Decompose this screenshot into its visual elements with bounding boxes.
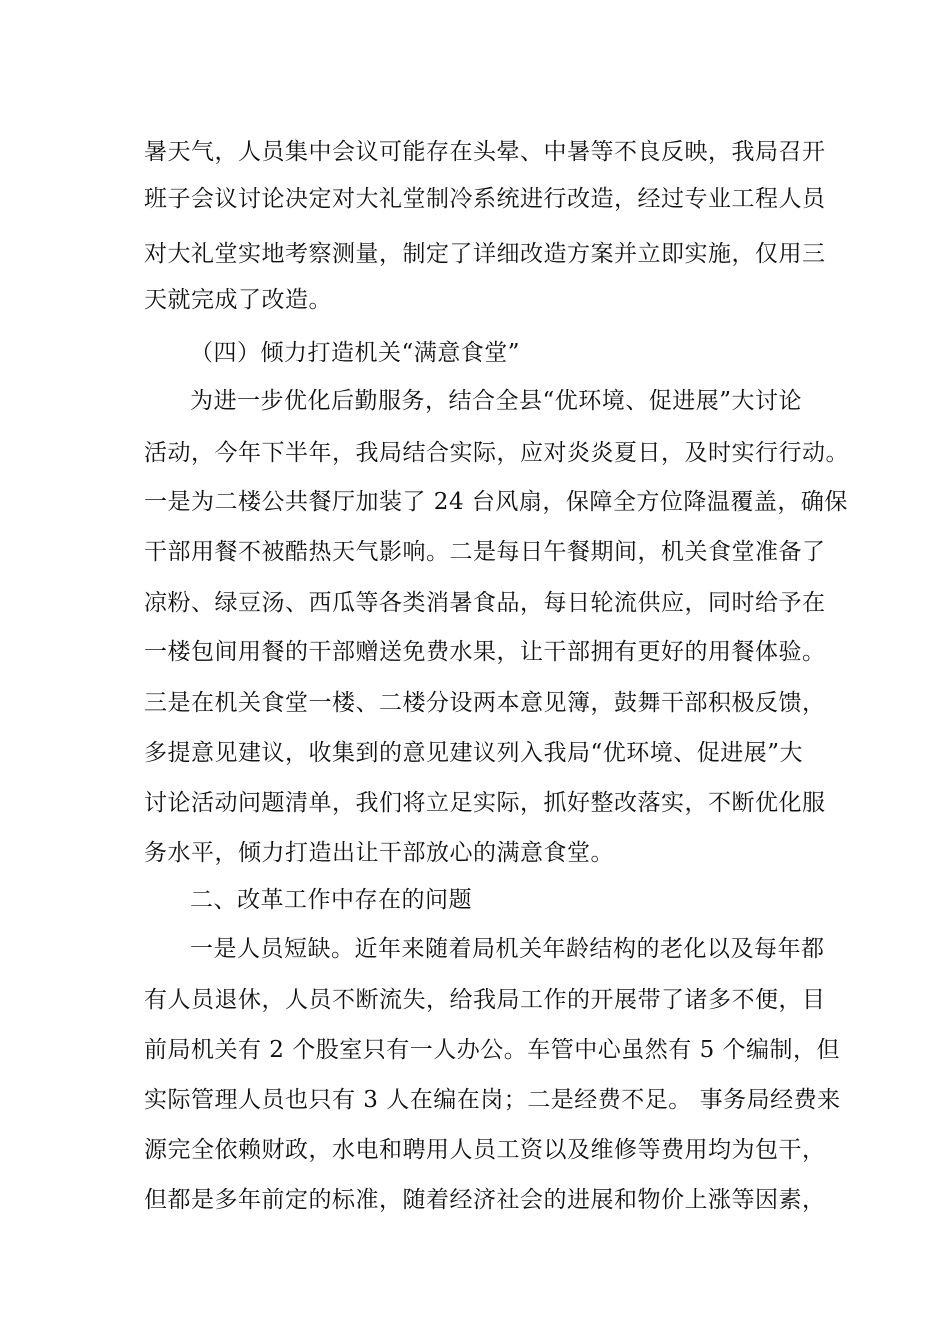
section-heading: （四）倾力打造机关“满意食堂” bbox=[190, 340, 521, 366]
paragraph-line: 干部用餐不被酷热天气影响。二是每日午餐期间，机关食堂准备了 bbox=[144, 539, 826, 565]
paragraph-line: 一是人员短缺。近年来随着局机关年龄结构的老化以及每年都 bbox=[190, 936, 825, 962]
paragraph-line: 天就完成了改造。 bbox=[144, 287, 332, 313]
paragraph-line: 活动，今年下半年，我局结合实际，应对炎炎夏日，及时实行行动。 bbox=[144, 440, 849, 466]
paragraph-line: 一楼包间用餐的干部赠送免费水果，让干部拥有更好的用餐体验。 bbox=[144, 639, 826, 665]
paragraph-line: 但都是多年前定的标准，随着经济社会的进展和物价上涨等因素， bbox=[144, 1187, 826, 1213]
paragraph-line: 实际管理人员也只有 3 人在编在岗；二是经费不足。 事务局经费来 bbox=[144, 1087, 841, 1113]
paragraph-line: 讨论活动问题清单，我们将立足实际，抓好整改落实，不断优化服 bbox=[144, 790, 826, 816]
paragraph-line: 三是在机关食堂一楼、二楼分设两本意见簿，鼓舞干部积极反馈， bbox=[144, 690, 826, 716]
paragraph-line: 有人员退休，人员不断流失，给我局工作的开展带了诸多不便，目 bbox=[144, 987, 826, 1013]
paragraph-line: 源完全依赖财政，水电和聘用人员工资以及维修等费用均为包干， bbox=[144, 1137, 826, 1163]
paragraph-line: 为进一步优化后勤服务，结合全县“优环境、促进展”大讨论 bbox=[190, 388, 803, 414]
paragraph-line: 多提意见建议，收集到的意见建议列入我局“优环境、促进展”大 bbox=[144, 740, 804, 766]
paragraph-line: 务水平，倾力打造出让干部放心的满意食堂。 bbox=[144, 840, 614, 866]
paragraph-line: 一是为二楼公共餐厅加装了 24 台风扇，保障全方位降温覆盖，确保 bbox=[144, 489, 848, 515]
paragraph-line: 暑天气，人员集中会议可能存在头晕、中暑等不良反映，我局召开 bbox=[144, 139, 826, 165]
section-heading: 二、改革工作中存在的问题 bbox=[190, 887, 472, 913]
paragraph-line: 前局机关有 2 个股室只有一人办公。车管中心虽然有 5 个编制，但 bbox=[144, 1037, 841, 1063]
paragraph-line: 班子会议讨论决定对大礼堂制冷系统进行改造，经过专业工程人员 bbox=[144, 186, 826, 212]
paragraph-line: 对大礼堂实地考察测量，制定了详细改造方案并立即实施，仅用三 bbox=[144, 241, 826, 267]
paragraph-line: 凉粉、绿豆汤、西瓜等各类消暑食品，每日轮流供应，同时给予在 bbox=[144, 590, 826, 616]
